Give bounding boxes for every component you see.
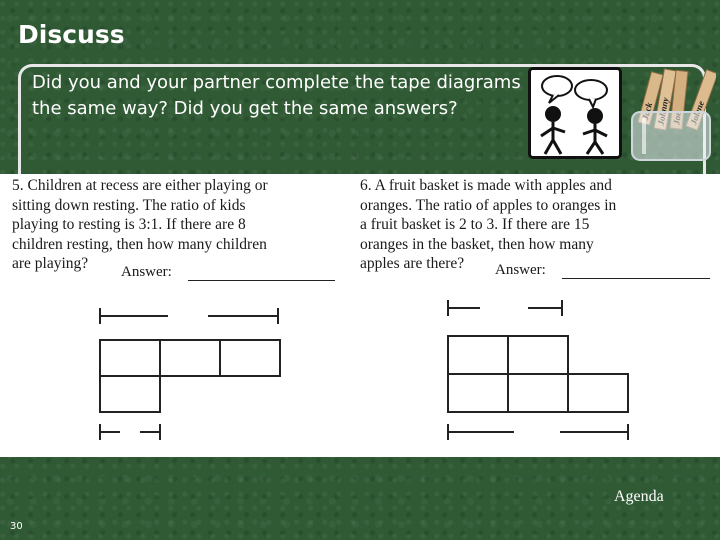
problem-6-answer-blank[interactable] (562, 278, 710, 279)
slide-title: Discuss (18, 20, 125, 49)
tape-box (448, 374, 508, 412)
problem-6-answer-label: Answer: (495, 262, 546, 278)
tape-box (508, 374, 568, 412)
tape-box (220, 340, 280, 376)
tape-box (508, 336, 568, 374)
problem-5-tape-diagram (90, 302, 290, 442)
worksheet (0, 174, 720, 457)
two-people-talking-icon (528, 67, 622, 159)
agenda-link[interactable]: Agenda (614, 488, 664, 505)
tape-box (448, 336, 508, 374)
problem-5-text (12, 176, 342, 274)
problem-line: children resting, then how many children (12, 235, 267, 253)
name-sticks-jar-icon (626, 62, 716, 162)
problem-line: 6. A fruit basket is made with apples and (360, 177, 612, 194)
problem-line: are playing? (12, 255, 89, 272)
problem-line: apples are there? (360, 255, 465, 272)
problem-5-answer-blank[interactable] (188, 280, 335, 281)
problem-5-answer-label: Answer: (121, 264, 172, 280)
problem-line: playing to resting is 3:1. If there are 8 (12, 216, 246, 233)
problem-line: sitting down resting. The ratio of kids (12, 196, 246, 214)
discussion-prompt: Did you and your partner complete the tape diagrams the same way? Did you get the same answers? (32, 72, 521, 119)
problem-6-text (360, 176, 705, 274)
problem-line: a fruit basket is 2 to 3. If there are 15 (360, 216, 590, 233)
problem-line: oranges in the basket, then how many (360, 235, 594, 253)
tape-box (100, 340, 160, 376)
page-number: 30 (10, 521, 23, 532)
problem-6-tape-diagram (438, 298, 638, 448)
tape-box (568, 374, 628, 412)
tape-box (100, 376, 160, 412)
problem-line: oranges. The ratio of apples to oranges in (360, 196, 617, 214)
tape-box (160, 340, 220, 376)
problem-line: 5. Children at recess are either playing or (12, 177, 268, 194)
